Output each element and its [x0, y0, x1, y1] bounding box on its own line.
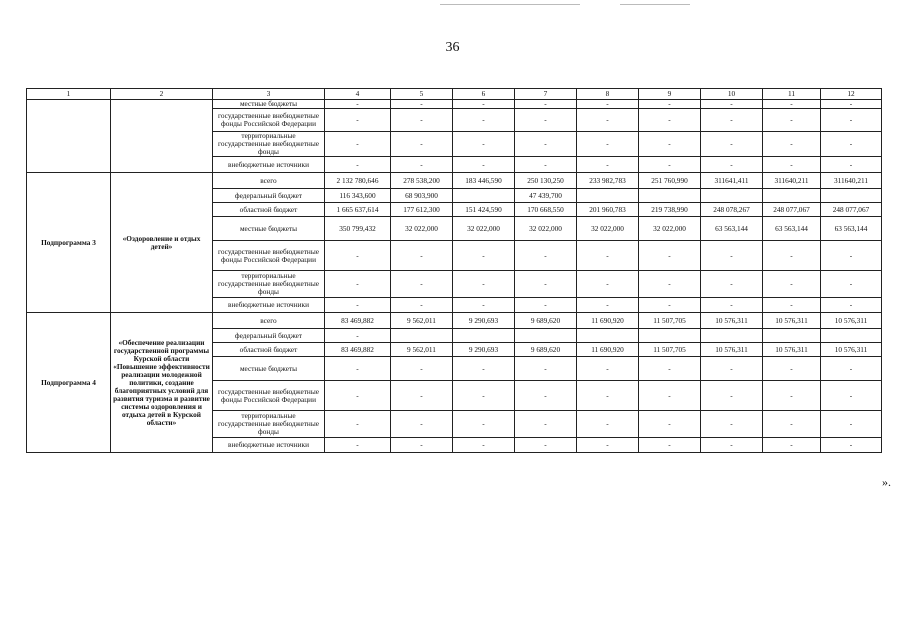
- value-cell: 9 562,011: [391, 343, 453, 357]
- value-cell: -: [325, 329, 391, 343]
- value-cell: 47 439,700: [515, 189, 577, 203]
- value-cell: [763, 329, 821, 343]
- value-cell: -: [577, 109, 639, 132]
- value-cell: 63 563,144: [821, 217, 882, 241]
- column-number: 11: [763, 89, 821, 100]
- value-cell: -: [325, 100, 391, 109]
- value-cell: 311640,211: [821, 173, 882, 189]
- value-cell: -: [639, 438, 701, 453]
- value-cell: -: [453, 100, 515, 109]
- value-cell: -: [701, 357, 763, 381]
- value-cell: -: [391, 100, 453, 109]
- value-cell: -: [391, 132, 453, 157]
- value-cell: [701, 329, 763, 343]
- value-cell: -: [515, 298, 577, 313]
- subprogram-label: Подпрограмма 4: [27, 313, 111, 453]
- funding-source-cell: местные бюджеты: [213, 357, 325, 381]
- value-cell: -: [515, 157, 577, 173]
- value-cell: 9 689,620: [515, 313, 577, 329]
- value-cell: -: [821, 411, 882, 438]
- empty-cell: [27, 100, 111, 173]
- value-cell: [821, 189, 882, 203]
- value-cell: [701, 189, 763, 203]
- value-cell: 1 665 637,614: [325, 203, 391, 217]
- value-cell: -: [515, 381, 577, 411]
- table-row: [27, 313, 882, 329]
- funding-source-cell: территориальные государственные внебюджетные фонды: [213, 271, 325, 298]
- value-cell: 68 903,900: [391, 189, 453, 203]
- value-cell: -: [577, 298, 639, 313]
- value-cell: -: [325, 241, 391, 271]
- scan-artifact-line: [440, 4, 580, 5]
- value-cell: -: [453, 157, 515, 173]
- value-cell: -: [763, 438, 821, 453]
- column-number: 2: [111, 89, 213, 100]
- value-cell: -: [763, 357, 821, 381]
- column-number: 7: [515, 89, 577, 100]
- value-cell: 11 507,705: [639, 313, 701, 329]
- value-cell: -: [701, 100, 763, 109]
- table-row: [27, 100, 882, 109]
- value-cell: -: [639, 411, 701, 438]
- value-cell: -: [391, 298, 453, 313]
- value-cell: 10 576,311: [763, 343, 821, 357]
- value-cell: -: [515, 109, 577, 132]
- funding-source-cell: внебюджетные источники: [213, 298, 325, 313]
- value-cell: -: [325, 157, 391, 173]
- funding-source-cell: государственные внебюджетные фонды Российской Федерации: [213, 109, 325, 132]
- value-cell: 9 562,011: [391, 313, 453, 329]
- value-cell: 11 690,920: [577, 343, 639, 357]
- value-cell: -: [577, 381, 639, 411]
- value-cell: -: [763, 157, 821, 173]
- value-cell: -: [821, 271, 882, 298]
- value-cell: -: [763, 132, 821, 157]
- column-number: 6: [453, 89, 515, 100]
- value-cell: [577, 189, 639, 203]
- value-cell: 10 576,311: [821, 343, 882, 357]
- funding-source-cell: областной бюджет: [213, 343, 325, 357]
- value-cell: -: [821, 241, 882, 271]
- value-cell: -: [325, 109, 391, 132]
- subprogram-name: «Обеспечение реализации государственной программы Курской области «Повышение эффективности реализации молодежной политики, создание благоприятных условий для развития туризма и развитие системы оздоровления и отдыха детей в Курской области»: [111, 313, 213, 453]
- value-cell: 63 563,144: [701, 217, 763, 241]
- value-cell: -: [515, 271, 577, 298]
- value-cell: -: [453, 438, 515, 453]
- value-cell: -: [325, 411, 391, 438]
- value-cell: 2 132 780,646: [325, 173, 391, 189]
- funding-source-cell: местные бюджеты: [213, 217, 325, 241]
- scan-artifact-line: [620, 4, 690, 5]
- value-cell: -: [325, 357, 391, 381]
- empty-cell: [111, 100, 213, 173]
- column-number: 1: [27, 89, 111, 100]
- value-cell: 116 343,600: [325, 189, 391, 203]
- value-cell: -: [453, 411, 515, 438]
- value-cell: 311640,211: [763, 173, 821, 189]
- value-cell: -: [821, 438, 882, 453]
- value-cell: -: [577, 241, 639, 271]
- value-cell: -: [577, 132, 639, 157]
- column-number: 5: [391, 89, 453, 100]
- page-number: 36: [445, 40, 460, 55]
- value-cell: -: [821, 357, 882, 381]
- value-cell: -: [701, 109, 763, 132]
- value-cell: 248 077,067: [821, 203, 882, 217]
- value-cell: -: [763, 271, 821, 298]
- value-cell: -: [577, 357, 639, 381]
- subprogram-name: «Оздоровление и отдых детей»: [111, 173, 213, 313]
- value-cell: 11 690,920: [577, 313, 639, 329]
- value-cell: -: [639, 357, 701, 381]
- subprogram-4-section: [27, 313, 882, 453]
- value-cell: -: [639, 271, 701, 298]
- funding-source-cell: территориальные государственные внебюджетные фонды: [213, 132, 325, 157]
- continuation-section: [27, 100, 882, 173]
- value-cell: [453, 329, 515, 343]
- value-cell: 350 799,432: [325, 217, 391, 241]
- closing-quote-mark: ».: [882, 475, 891, 489]
- value-cell: 248 077,067: [763, 203, 821, 217]
- value-cell: [515, 329, 577, 343]
- value-cell: 151 424,590: [453, 203, 515, 217]
- value-cell: -: [515, 438, 577, 453]
- value-cell: -: [577, 271, 639, 298]
- value-cell: 219 738,990: [639, 203, 701, 217]
- value-cell: -: [639, 241, 701, 271]
- value-cell: -: [821, 298, 882, 313]
- subprogram-3-section: [27, 173, 882, 313]
- value-cell: -: [391, 109, 453, 132]
- value-cell: -: [639, 100, 701, 109]
- value-cell: 9 290,693: [453, 343, 515, 357]
- value-cell: -: [701, 411, 763, 438]
- value-cell: -: [515, 357, 577, 381]
- value-cell: -: [763, 411, 821, 438]
- value-cell: 177 612,300: [391, 203, 453, 217]
- value-cell: 83 469,882: [325, 343, 391, 357]
- value-cell: -: [577, 411, 639, 438]
- funding-source-cell: внебюджетные источники: [213, 157, 325, 173]
- value-cell: -: [325, 271, 391, 298]
- value-cell: [391, 329, 453, 343]
- funding-source-cell: федеральный бюджет: [213, 189, 325, 203]
- funding-source-cell: всего: [213, 173, 325, 189]
- value-cell: -: [453, 109, 515, 132]
- funding-source-cell: внебюджетные источники: [213, 438, 325, 453]
- value-cell: -: [639, 157, 701, 173]
- funding-source-cell: областной бюджет: [213, 203, 325, 217]
- value-cell: 311641,411: [701, 173, 763, 189]
- column-number: 9: [639, 89, 701, 100]
- value-cell: 32 022,000: [639, 217, 701, 241]
- value-cell: -: [701, 438, 763, 453]
- value-cell: -: [577, 157, 639, 173]
- value-cell: 248 078,267: [701, 203, 763, 217]
- value-cell: -: [701, 157, 763, 173]
- value-cell: -: [821, 381, 882, 411]
- value-cell: 201 960,783: [577, 203, 639, 217]
- value-cell: -: [453, 381, 515, 411]
- value-cell: 251 760,990: [639, 173, 701, 189]
- value-cell: -: [821, 100, 882, 109]
- value-cell: -: [391, 357, 453, 381]
- funding-source-cell: государственные внебюджетные фонды Российской Федерации: [213, 381, 325, 411]
- funding-source-cell: всего: [213, 313, 325, 329]
- value-cell: -: [391, 271, 453, 298]
- column-number-row: [27, 89, 882, 100]
- value-cell: -: [391, 381, 453, 411]
- value-cell: -: [639, 298, 701, 313]
- value-cell: -: [821, 132, 882, 157]
- budget-table: [26, 88, 882, 453]
- value-cell: [763, 189, 821, 203]
- value-cell: -: [391, 438, 453, 453]
- value-cell: -: [639, 381, 701, 411]
- value-cell: -: [453, 271, 515, 298]
- value-cell: -: [701, 298, 763, 313]
- value-cell: -: [577, 100, 639, 109]
- value-cell: -: [453, 132, 515, 157]
- value-cell: -: [639, 109, 701, 132]
- value-cell: [577, 329, 639, 343]
- value-cell: -: [701, 241, 763, 271]
- column-number: 12: [821, 89, 882, 100]
- column-number: 8: [577, 89, 639, 100]
- funding-source-cell: государственные внебюджетные фонды Российской Федерации: [213, 241, 325, 271]
- value-cell: -: [701, 271, 763, 298]
- value-cell: [639, 329, 701, 343]
- value-cell: -: [763, 241, 821, 271]
- value-cell: -: [325, 132, 391, 157]
- table-row: [27, 173, 882, 189]
- value-cell: [639, 189, 701, 203]
- value-cell: 11 507,705: [639, 343, 701, 357]
- subprogram-label: Подпрограмма 3: [27, 173, 111, 313]
- value-cell: 10 576,311: [763, 313, 821, 329]
- value-cell: -: [763, 381, 821, 411]
- column-number: 3: [213, 89, 325, 100]
- value-cell: -: [325, 438, 391, 453]
- value-cell: 9 290,693: [453, 313, 515, 329]
- value-cell: -: [639, 132, 701, 157]
- value-cell: -: [453, 241, 515, 271]
- value-cell: 233 982,783: [577, 173, 639, 189]
- value-cell: 32 022,000: [515, 217, 577, 241]
- value-cell: -: [391, 157, 453, 173]
- value-cell: -: [701, 132, 763, 157]
- funding-source-cell: территориальные государственные внебюджетные фонды: [213, 411, 325, 438]
- value-cell: -: [701, 381, 763, 411]
- value-cell: -: [325, 381, 391, 411]
- value-cell: -: [515, 100, 577, 109]
- value-cell: -: [763, 298, 821, 313]
- value-cell: 9 689,620: [515, 343, 577, 357]
- value-cell: 10 576,311: [701, 343, 763, 357]
- value-cell: 278 538,200: [391, 173, 453, 189]
- value-cell: 32 022,000: [577, 217, 639, 241]
- value-cell: 183 446,590: [453, 173, 515, 189]
- value-cell: -: [763, 109, 821, 132]
- value-cell: [821, 329, 882, 343]
- value-cell: -: [453, 357, 515, 381]
- value-cell: 63 563,144: [763, 217, 821, 241]
- value-cell: -: [577, 438, 639, 453]
- value-cell: -: [391, 241, 453, 271]
- column-number: 10: [701, 89, 763, 100]
- value-cell: -: [325, 298, 391, 313]
- value-cell: [453, 189, 515, 203]
- value-cell: -: [821, 157, 882, 173]
- value-cell: -: [453, 298, 515, 313]
- value-cell: 250 130,250: [515, 173, 577, 189]
- value-cell: -: [391, 411, 453, 438]
- value-cell: 170 668,550: [515, 203, 577, 217]
- value-cell: -: [763, 100, 821, 109]
- value-cell: 10 576,311: [821, 313, 882, 329]
- value-cell: 32 022,000: [391, 217, 453, 241]
- value-cell: 83 469,882: [325, 313, 391, 329]
- value-cell: -: [515, 411, 577, 438]
- value-cell: -: [821, 109, 882, 132]
- funding-source-cell: местные бюджеты: [213, 100, 325, 109]
- funding-source-cell: федеральный бюджет: [213, 329, 325, 343]
- value-cell: 10 576,311: [701, 313, 763, 329]
- column-number: 4: [325, 89, 391, 100]
- value-cell: -: [515, 132, 577, 157]
- value-cell: 32 022,000: [453, 217, 515, 241]
- value-cell: -: [515, 241, 577, 271]
